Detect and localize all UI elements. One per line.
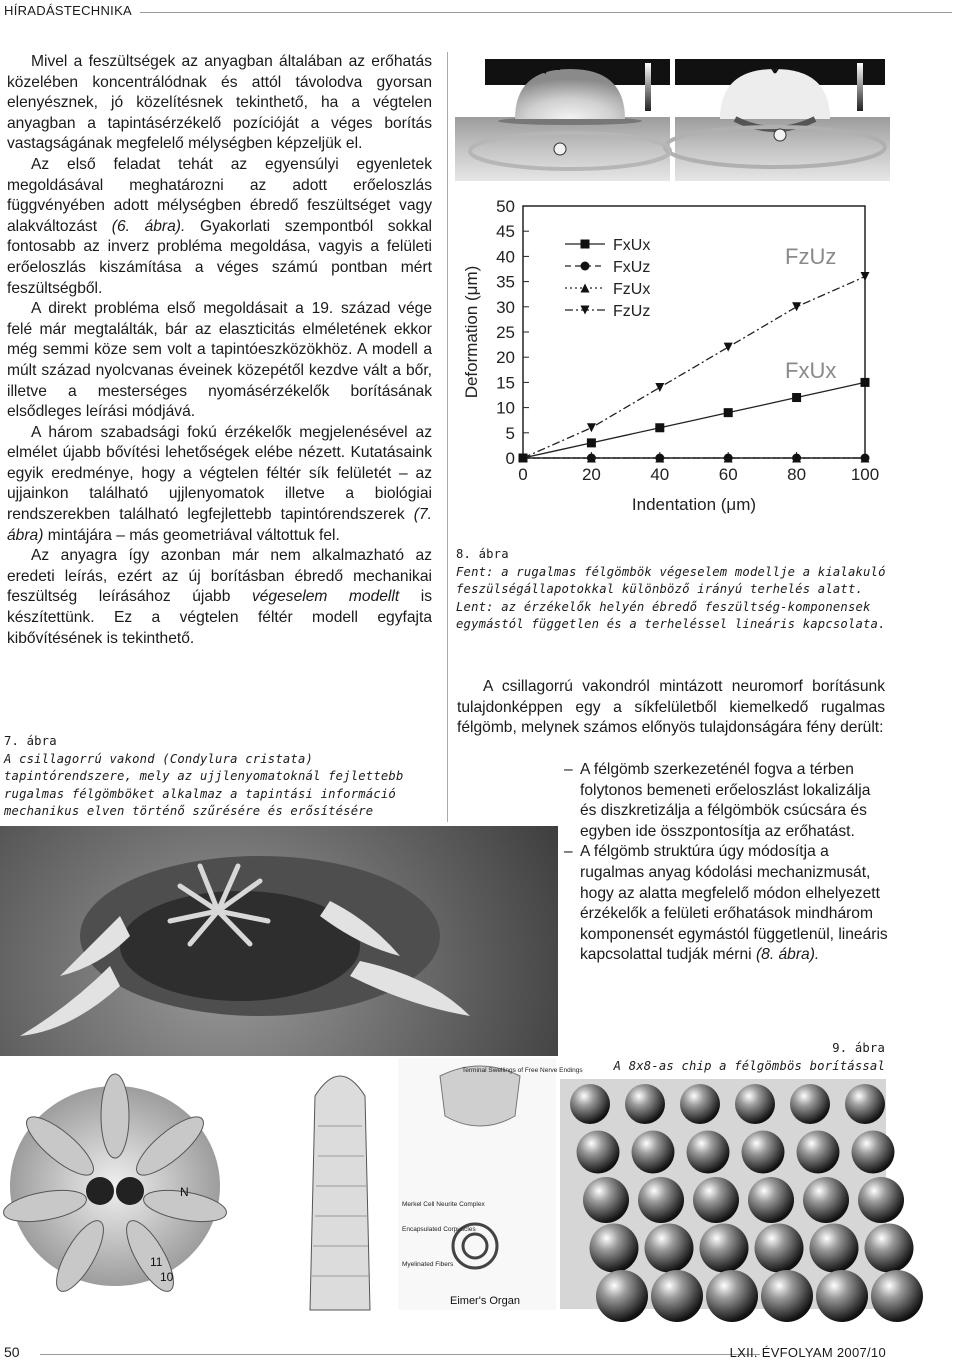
point-FzUz-8 <box>792 302 801 311</box>
figure-8-line-1: Fent: a rugalmas félgömbök végeselem modellje a kialakuló feszülségállapotokkal különböző irányú terhelés alatt. <box>456 564 886 597</box>
y-tick-label-6: 30 <box>496 297 515 317</box>
paragraph-3: A direkt probléma első megoldásait a 19. század vége felé már megtalálták, bár az elaszticitás elméletének ekkor még semmi köze sem volt a tapintóeszközökhöz. A modell a múlt század nyolcvanas éveinek közepétől kezdve vált a bőr, illetve a mesterséges nyomásérzékelők borításának elsődleges leírási módjává. <box>7 300 432 421</box>
paragraph-5-text-a: Az anyagra így azonban már nem alkalmazható az eredeti leírás, ezért az új borításban ébredő mechanikai feszültség leírásához újabb <box>7 547 432 606</box>
chip-hemisphere <box>651 1270 703 1322</box>
chip-hemisphere <box>852 1131 895 1174</box>
bullet-list <box>560 760 890 966</box>
y-tick-label-1: 5 <box>505 423 515 443</box>
bullet-item-2 <box>560 842 890 966</box>
header-rule <box>140 12 952 13</box>
right-paragraph-1: A csillagorrú vakondról mintázott neuromorf borításunk tulajdonképpen egy a síkfelületből kiemelkedő rugalmas félgömb, melynek számos előnyös tulajdonságára fény derült: <box>457 678 885 737</box>
y-tick-label-10: 50 <box>496 197 515 216</box>
paragraph-1: Mivel a feszültségek az anyagban általában az erőhatás közelében koncentrálódnak és attól távolodva gyorsan elenyésznek, jó közelítésnek tekinthető, ha a végtelen anyagban a tapintásérzékelő pozícióját a véges borítás vastagságának megfelelő mélységben képzeljük el. <box>7 53 432 153</box>
right-column-text <box>457 677 885 739</box>
x-tick-label-5: 100 <box>850 465 880 484</box>
chip-hemisphere <box>570 1084 610 1124</box>
organ-label-encapsulated: Encapsulated Corpuscles <box>402 1226 476 1233</box>
figure-9-number: 9. ábra <box>832 1041 885 1055</box>
x-axis-label: Indentation (μm) <box>631 495 757 514</box>
bullet-dash-1: – <box>564 761 573 778</box>
chip-hemisphere <box>755 1224 804 1273</box>
bullet-dash-2: – <box>564 843 573 861</box>
chip-hemisphere <box>638 1177 684 1223</box>
x-tick-label-1: 20 <box>581 465 601 484</box>
figure-8-caption <box>456 546 896 634</box>
point-FzUz-6 <box>724 343 733 352</box>
chip-hemisphere <box>845 1084 885 1124</box>
mole-label-10: 10 <box>160 1270 174 1284</box>
chip-hemisphere <box>748 1177 794 1223</box>
left-column <box>7 52 432 649</box>
column-divider <box>447 52 448 822</box>
paragraph-5-text-b: is készítettünk. Ez a végtelen féltér modell egyfajta kibővítésének is tekinthető. <box>7 588 432 647</box>
legend-label-FzUx: FzUx <box>613 281 651 298</box>
chip-photo <box>560 1079 886 1309</box>
chip-hemisphere <box>645 1224 694 1273</box>
chip-hemisphere <box>742 1131 785 1174</box>
paragraph-2-text-a: Az első feladat tehát az egyensúlyi egyenletek megoldásával meghatározni az adott erőeloszlás függvényében adott mélységben ébredő feszültséget vagy alakváltozást <box>7 155 432 235</box>
paragraph-4-text-b: mintájára – más geometriával váltottuk fel. <box>47 526 340 544</box>
organ-label-myelinated: Myelinated Fibers <box>402 1261 454 1268</box>
point-FzUz-10 <box>861 272 870 281</box>
figure-7-caption <box>4 733 434 821</box>
bullet-1-text: A félgömb szerkezeténél fogva a térben folytonos bemeneti erőeloszlást lokalizálja és diszkretizálja a félgömbök csúcsára és egyben ide összpontosítja az erőhatást. <box>580 761 871 840</box>
point-FxUx-4 <box>655 423 664 432</box>
paragraph-5 <box>7 546 432 649</box>
chip-hemisphere <box>577 1131 620 1174</box>
paragraph-4 <box>7 423 432 547</box>
chip-hemisphere <box>583 1177 629 1223</box>
legend-marker-FxUx <box>581 240 590 249</box>
series-line-FxUx <box>523 382 865 458</box>
y-tick-label-4: 20 <box>496 348 515 368</box>
organ-top-label: Terminal Swellings of Free Nerve Endings <box>462 1067 583 1074</box>
point-FxUx-2 <box>587 438 596 447</box>
star-nosed-mole-photo <box>0 826 583 1310</box>
legend-label-FxUx: FxUx <box>613 237 651 254</box>
footer-rule <box>40 1354 760 1355</box>
bullet-item-1 <box>560 760 890 842</box>
figure-8-number: 8. ábra <box>456 547 509 561</box>
figure-7-number: 7. ábra <box>4 734 57 748</box>
x-tick-label-4: 80 <box>787 465 807 484</box>
paragraph-2 <box>7 155 432 299</box>
figure-9-text: A 8x8-as chip a félgömbös borítással <box>613 1058 885 1073</box>
legend-label-FzUz: FzUz <box>613 303 651 320</box>
figure-ref-7: (7. ábra) <box>7 506 432 544</box>
chip-hemisphere <box>816 1270 868 1322</box>
figure-8-line-2: Lent: az érzékelők helyén ébredő feszültség-komponensek egymástól független és a terheléssel lineáris kapcsolata. <box>456 599 886 632</box>
point-FxUx-6 <box>724 408 733 417</box>
x-tick-label-0: 0 <box>518 465 528 484</box>
point-FzUz-4 <box>655 383 664 392</box>
chip-hemisphere <box>596 1270 648 1322</box>
y-tick-label-0: 0 <box>505 449 515 468</box>
x-tick-label-2: 40 <box>650 465 670 484</box>
chip-hemisphere <box>706 1270 758 1322</box>
y-tick-label-2: 10 <box>496 398 515 418</box>
figure-ref-6: (6. ábra). <box>111 217 186 235</box>
point-FzUz-2 <box>587 423 596 432</box>
issue-label: LXII. ÉVFOLYAM 2007/10 <box>729 1345 886 1360</box>
y-axis-label: Deformation (μm) <box>462 265 481 399</box>
chip-hemisphere <box>871 1270 923 1322</box>
chip-hemisphere <box>632 1131 675 1174</box>
annotation-fxux: FxUx <box>785 358 837 383</box>
chip-hemisphere <box>803 1177 849 1223</box>
journal-title: HÍRADÁSTECHNIKA <box>4 3 133 18</box>
figure-9-caption <box>560 1040 885 1075</box>
paragraph-4-text-a: A három szabadsági fokú érzékelők megjelenésével az elmélet újabb bővítési lehetőségek elébe nézett. Kutatásaink egyik eredménye, hogy a végtelen féltér sík felületét – az ujjainkon található ujjlenyomatok illetve a biológiai rendszerekben található legfejlettebb tapintórendszerek <box>7 423 432 524</box>
chip-hemisphere <box>687 1131 730 1174</box>
eimers-organ-label: Eimer's Organ <box>450 1295 520 1307</box>
chip-hemisphere <box>810 1224 859 1273</box>
legend-label-FxUz: FxUz <box>613 259 651 276</box>
chip-hemisphere <box>700 1224 749 1273</box>
page-number: 50 <box>4 1344 20 1360</box>
chip-hemisphere <box>735 1084 775 1124</box>
x-tick-label-3: 60 <box>718 465 738 484</box>
chip-hemisphere <box>693 1177 739 1223</box>
chip-hemisphere <box>590 1224 639 1273</box>
chip-hemisphere <box>797 1131 840 1174</box>
page-footer <box>0 1344 960 1364</box>
mole-label-11: 11 <box>150 1255 163 1269</box>
annotation-fzuz: FzUz <box>785 244 837 269</box>
page-header <box>0 0 960 24</box>
organ-label-merkel: Merkel Cell Neurite Complex <box>402 1201 485 1208</box>
y-tick-label-5: 25 <box>496 323 515 342</box>
y-tick-label-7: 35 <box>496 272 515 292</box>
chip-hemisphere <box>761 1270 813 1322</box>
chip-hemisphere <box>625 1084 665 1124</box>
bullet-2-text: A félgömb struktúra úgy módosítja a rugalmas anyag kódolási mechanizmusát, hogy az alatta megfelelő módon elhelyezett érzékelők a felületi erőhatások mindhárom komponensét egymástól függetlenül, lineáris kapcsolattal tudják mérni <box>580 843 888 964</box>
fem-simulation-image <box>455 57 890 181</box>
chip-hemisphere <box>858 1177 904 1223</box>
fem-model-term: végeselem modellt <box>251 588 400 606</box>
point-FxUx-8 <box>792 393 801 402</box>
chip-hemisphere <box>865 1224 914 1273</box>
figure-7-text: A csillagorrú vakond (Condylura cristata) tapintórendszere, mely az ujjlenyomatoknál fejlettebb rugalmas félgömböket alkalmaz a tapintási információ mechanikus elven történő szűrésére és erősítésére <box>4 751 404 819</box>
chip-hemisphere <box>790 1084 830 1124</box>
point-FxUx-10 <box>861 378 870 387</box>
figure-ref-8: (8. ábra). <box>755 946 820 964</box>
y-tick-label-3: 15 <box>496 373 515 393</box>
paragraph-2-text-b: Gyakorlati szempontból sokkal fontosabb az inverz probléma megoldása, vagyis a felületi erőeloszlás kiszámítása a véges számú pontban mért feszültségből. <box>7 217 432 297</box>
y-tick-label-8: 40 <box>496 247 515 267</box>
chip-hemisphere <box>680 1084 720 1124</box>
deformation-chart <box>455 188 895 533</box>
y-tick-label-9: 45 <box>496 222 515 242</box>
legend-marker-FxUz <box>581 262 590 271</box>
mole-label-n: N <box>180 1185 189 1199</box>
